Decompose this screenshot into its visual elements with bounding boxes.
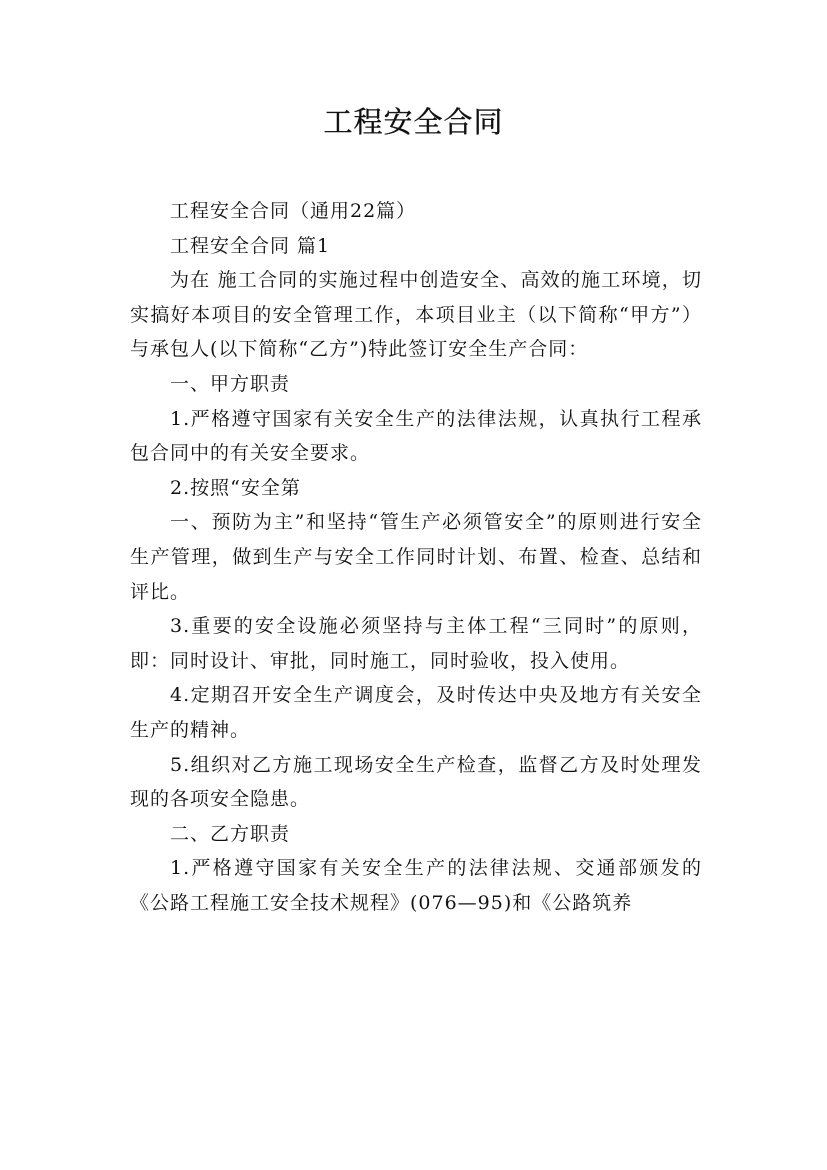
paragraph-intro: 为在 施工合同的实施过程中创造安全、高效的施工环境，切实搞好本项目的安全管理工作，本项目业主（以下简称“甲方”）与承包人(以下简称“乙方”)特此签订安全生产合同： (130, 269, 702, 361)
paragraph-collection-title: 工程安全合同（通用22篇） (170, 200, 417, 222)
document-title: 工程安全合同 (323, 105, 504, 139)
paragraph-party-a-item-1: 1.严格遵守国家有关安全生产的法律法规，认真执行工程承包合同中的有关安全要求。 (130, 407, 702, 465)
paragraph-party-b-item-1: 1.严格遵守国家有关安全生产的法律法规、交通部颁发的《公路工程施工安全技术规程》(076—95)和《公路筑养 (130, 857, 702, 914)
paragraph-party-b-heading: 二、乙方职责 (170, 822, 291, 845)
paragraph-party-a-heading: 一、甲方职责 (170, 372, 291, 395)
paragraph-party-a-item-3: 3.重要的安全设施必须坚持与主体工程“三同时”的原则，即：同时设计、审批，同时施工，同时验收，投入使用。 (130, 615, 702, 672)
paragraph-party-a-item-4: 4.定期召开安全生产调度会，及时传达中央及地方有关安全生产的精神。 (130, 684, 702, 741)
paragraph-party-a-item-2: 2.按照“安全第 (170, 476, 301, 499)
paragraph-section-heading: 工程安全合同 篇1 (170, 234, 331, 257)
paragraph-party-a-item-2-cont: 一、预防为主”和坚持“管生产必须管安全”的原则进行安全生产管理，做到生产与安全工作同时计划、布置、检查、总结和评比。 (130, 511, 702, 603)
paragraph-party-a-item-5: 5.组织对乙方施工现场安全生产检查，监督乙方及时处理发现的各项安全隐患。 (130, 753, 702, 811)
document-body (130, 194, 702, 920)
